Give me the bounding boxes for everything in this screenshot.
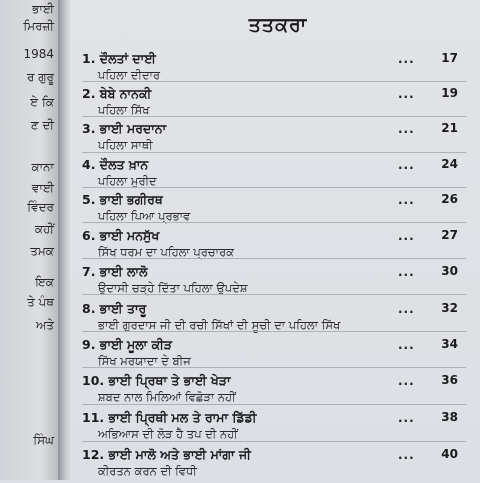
entry-title: 10. ਭਾਈ ਪ੍ਰਿਥਾ ਤੇ ਭਾਈ ਖੇੜਾ [82, 373, 231, 388]
separator [82, 258, 466, 259]
left-page-text: ਅਤੇ [35, 318, 54, 332]
entry-subtitle: ਸਿੱਖ ਮਰਯਾਦਾ ਦੇ ਬੀਜ [98, 354, 191, 368]
leader-dots: ... [398, 87, 415, 101]
entry-title: 6. ਭਾਈ ਮਨਸੁੱਖ [82, 228, 160, 243]
leader-dots: ... [398, 229, 415, 243]
entry-title: 8. ਭਾਈ ਤਾਰੂ [82, 301, 147, 316]
entry-page-number: 27 [441, 228, 458, 242]
left-page-text: ਣ ਦੀ [30, 118, 54, 132]
left-page-text: ਰ ਗੁਰੂ [26, 70, 54, 84]
entry-title: 9. ਭਾਈ ਮੂਲਾ ਕੀੜ [82, 337, 173, 352]
entry-title: 3. ਭਾਈ ਮਰਦਾਨਾ [82, 121, 167, 136]
entry-page-number: 26 [441, 192, 458, 206]
leader-dots: ... [398, 52, 415, 66]
entry-title: 7. ਭਾਈ ਲਾਲੋ [82, 264, 148, 279]
left-page-text: ਕਾਨਾ [31, 160, 54, 174]
entry-title: 1. ਦੌਲਤਾਂ ਦਾਈ [82, 51, 156, 66]
left-page-text: ਤਮਕ [30, 244, 54, 258]
separator [82, 187, 466, 188]
page-title: ਤਤਕਰਾ [248, 14, 308, 36]
entry-subtitle: ਪਹਿਲਾ ਦੀਦਾਰ [98, 68, 161, 82]
leader-dots: ... [398, 338, 415, 352]
leader-dots: ... [398, 448, 415, 462]
book-gutter [58, 0, 70, 480]
entry-subtitle: ਕੀਰਤਨ ਕਰਨ ਦੀ ਵਿਧੀ [98, 464, 197, 478]
separator [82, 81, 466, 82]
entry-title: 12. ਭਾਈ ਮਾਲੋ ਅਤੇ ਭਾਈ ਮਾਂਗਾ ਜੀ [82, 447, 251, 462]
leader-dots: ... [398, 374, 415, 388]
left-page-text: ਸਿੰਘ [33, 433, 54, 447]
entry-subtitle: ਉਦਾਸੀ ਚੜ੍ਹੇ ਦਿੱਤਾ ਪਹਿਲਾ ਉਪਦੇਸ਼ [98, 281, 248, 295]
entry-subtitle: ਭਾਈ ਗੁਰਦਾਸ ਜੀ ਦੀ ਰਚੀ ਸਿੱਖਾਂ ਦੀ ਸੂਚੀ ਦਾ ਪਹਿਲਾ ਸਿੱਖ [98, 318, 341, 332]
leader-dots: ... [398, 411, 415, 425]
entry-subtitle: ਪਹਿਲਾ ਮੁਰੀਦ [98, 174, 157, 188]
separator [82, 404, 466, 405]
entry-title: 4. ਦੌਲਤ ਖ਼ਾਨ [82, 157, 149, 172]
left-page-text: ਵਿੰਦਰ [27, 200, 54, 214]
separator [82, 152, 466, 153]
entry-subtitle: ਸ਼ਬਦ ਨਾਲ ਮਿਲਿਆਂ ਵਿਛੋੜਾ ਨਹੀਂ [98, 390, 236, 404]
entry-subtitle: ਪਹਿਲਾ ਪਿਆ ਪ੍ਰਭਾਵ [98, 209, 191, 223]
left-page-text: ਵਾਈ [31, 181, 54, 195]
entry-page-number: 17 [441, 51, 458, 65]
separator [82, 331, 466, 332]
leader-dots: ... [398, 193, 415, 207]
entry-page-number: 38 [441, 410, 458, 424]
entry-page-number: 34 [441, 337, 458, 351]
left-page-text: ਭਾਈ [32, 2, 54, 16]
entry-title: 11. ਭਾਈ ਪ੍ਰਿਥੀ ਮਲ ਤੇ ਰਾਮਾ ਡਿੱਡੀ [82, 410, 257, 425]
left-page-text: 1984 [23, 47, 54, 61]
left-page-text: ਇਕ [35, 275, 54, 289]
entry-subtitle: ਪਹਿਲਾ ਸਾਥੀ [98, 138, 153, 152]
left-page [0, 0, 58, 480]
separator [82, 222, 466, 223]
left-page-text: ਕਹੀਂ [34, 222, 54, 236]
entry-subtitle: ਅਭਿਆਸ ਦੀ ਲੋੜ ਹੈ ਤਪ ਦੀ ਨਹੀਂ [98, 427, 238, 441]
entry-page-number: 19 [441, 86, 458, 100]
entry-subtitle: ਪਹਿਲਾ ਸਿੱਖ [98, 103, 150, 117]
left-page-text: ਏ ਕਿ [30, 95, 54, 109]
entry-page-number: 32 [441, 301, 458, 315]
toc-entry [82, 447, 472, 483]
entry-page-number: 21 [441, 121, 458, 135]
left-page-text: ਮਿਰਜ਼ੀ [23, 19, 54, 33]
entry-title: 5. ਭਾਈ ਭਗੀਰਥ [82, 192, 163, 207]
entry-page-number: 36 [441, 373, 458, 387]
entry-title: 2. ਬੇਬੇ ਨਾਨਕੀ [82, 86, 152, 101]
entry-page-number: 30 [441, 264, 458, 278]
entry-page-number: 40 [441, 447, 458, 461]
left-page-text: ਤੇ ਪੰਥ [27, 295, 54, 309]
leader-dots: ... [398, 265, 415, 279]
leader-dots: ... [398, 158, 415, 172]
leader-dots: ... [398, 302, 415, 316]
toc-page [70, 0, 480, 480]
entry-subtitle: ਸਿੱਖ ਧਰਮ ਦਾ ਪਹਿਲਾ ਪ੍ਰਚਾਰਕ [98, 245, 234, 259]
separator [82, 367, 466, 368]
separator [82, 294, 466, 295]
leader-dots: ... [398, 122, 415, 136]
separator [82, 116, 466, 117]
entry-page-number: 24 [441, 157, 458, 171]
separator [82, 441, 466, 442]
